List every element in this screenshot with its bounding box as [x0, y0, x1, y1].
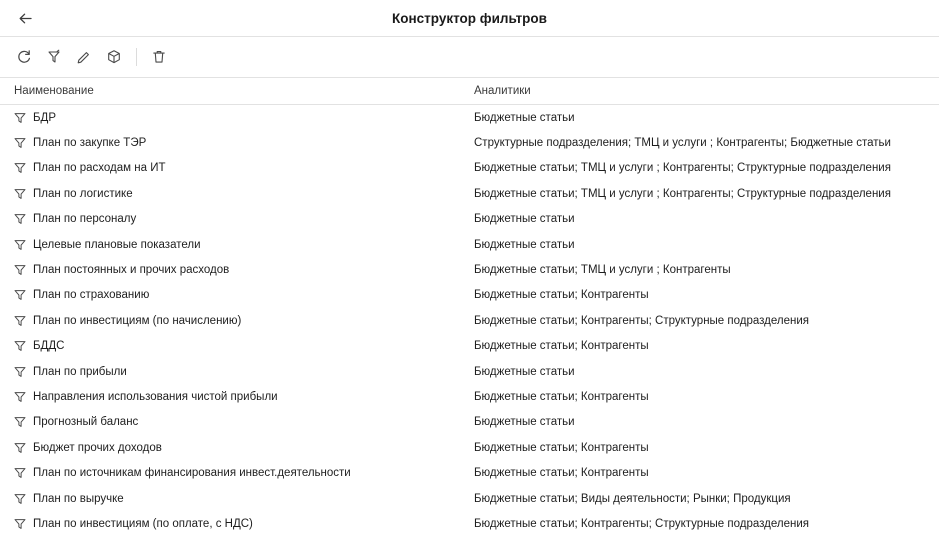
filter-name: Прогнозный баланс — [33, 416, 139, 429]
table-header-row — [0, 78, 939, 105]
toolbar-separator — [136, 48, 137, 66]
cell-name — [0, 366, 470, 378]
cell-analytics: Бюджетные статьи; Контрагенты — [474, 289, 649, 302]
filter-name: БДР — [33, 111, 57, 124]
cell-analytics: Бюджетные статьи — [474, 416, 575, 429]
cell-name — [0, 289, 470, 301]
filter-icon — [14, 518, 26, 530]
cell-name — [0, 518, 470, 530]
filter-name: План по источникам финансирования инвест.деятельности — [33, 467, 351, 480]
filters-table — [0, 78, 939, 541]
cell-name — [0, 315, 470, 327]
filter-name: План по логистике — [33, 187, 133, 200]
filter-icon — [14, 442, 26, 454]
filter-icon — [14, 340, 26, 352]
table-row[interactable] — [0, 156, 939, 181]
table-row[interactable] — [0, 384, 939, 409]
window-titlebar — [0, 0, 939, 37]
cell-name — [0, 112, 470, 124]
filter-icon — [14, 366, 26, 378]
cell-name — [0, 239, 470, 251]
edit-button[interactable] — [70, 43, 98, 71]
filter-name: План постоянных и прочих расходов — [33, 264, 230, 277]
filter-icon — [14, 162, 26, 174]
filter-name: Направления использования чистой прибыли — [33, 390, 278, 403]
filter-name: План по инвестициям (по оплате, с НДС) — [33, 517, 253, 530]
filter-icon — [14, 188, 26, 200]
pencil-icon — [76, 49, 92, 65]
table-row[interactable] — [0, 334, 939, 359]
filter-icon — [14, 137, 26, 149]
column-header-name[interactable]: Наименование — [14, 85, 94, 97]
window-title: Конструктор фильтров — [392, 10, 547, 26]
filter-name: План по инвестициям (по начислению) — [33, 314, 242, 327]
cell-name — [0, 162, 470, 174]
create-button[interactable] — [40, 43, 68, 71]
column-header-analytics[interactable]: Аналитики — [474, 85, 531, 97]
filter-icon — [14, 391, 26, 403]
refresh-button[interactable] — [10, 43, 38, 71]
cell-analytics: Бюджетные статьи; Контрагенты — [474, 441, 649, 454]
cell-name — [0, 416, 470, 428]
delete-button[interactable] — [145, 43, 173, 71]
filter-icon — [14, 289, 26, 301]
filter-icon — [14, 493, 26, 505]
cell-analytics: Бюджетные статьи; ТМЦ и услуги ; Контрагенты — [474, 264, 731, 277]
table-row[interactable] — [0, 308, 939, 333]
cell-name — [0, 391, 470, 403]
table-row[interactable] — [0, 181, 939, 206]
filter-name: План по персоналу — [33, 213, 137, 226]
table-row[interactable] — [0, 410, 939, 435]
cell-analytics: Бюджетные статьи; ТМЦ и услуги ; Контрагенты; Структурные подразделения — [474, 187, 891, 200]
table-row[interactable] — [0, 257, 939, 282]
table-body — [0, 105, 939, 537]
filter-icon — [14, 416, 26, 428]
cell-analytics: Бюджетные статьи; Контрагенты — [474, 467, 649, 480]
arrow-left-icon — [17, 10, 34, 27]
filter-icon — [14, 112, 26, 124]
trash-icon — [151, 49, 167, 65]
cell-name — [0, 442, 470, 454]
filter-name: План по выручке — [33, 492, 124, 505]
cell-analytics: Бюджетные статьи; Контрагенты; Структурные подразделения — [474, 517, 809, 530]
cell-name — [0, 493, 470, 505]
table-row[interactable] — [0, 460, 939, 485]
cell-name — [0, 264, 470, 276]
filter-icon — [14, 315, 26, 327]
filter-icon — [14, 213, 26, 225]
refresh-icon — [16, 49, 32, 65]
filter-name: Целевые плановые показатели — [33, 238, 201, 251]
cell-analytics: Бюджетные статьи; Контрагенты — [474, 340, 649, 353]
filter-name: Бюджет прочих доходов — [33, 441, 162, 454]
filter-name: БДДС — [33, 340, 65, 353]
table-row[interactable] — [0, 511, 939, 536]
create-filter-icon — [46, 49, 62, 65]
filter-icon — [14, 239, 26, 251]
toolbar — [0, 37, 939, 78]
cell-analytics: Бюджетные статьи; ТМЦ и услуги ; Контрагенты; Структурные подразделения — [474, 162, 891, 175]
cell-name — [0, 467, 470, 479]
filter-name: План по страхованию — [33, 289, 150, 302]
table-row[interactable] — [0, 130, 939, 155]
filter-name: План по прибыли — [33, 365, 127, 378]
cell-analytics: Бюджетные статьи — [474, 111, 575, 124]
filter-name: План по расходам на ИТ — [33, 162, 166, 175]
table-row[interactable] — [0, 207, 939, 232]
filter-icon — [14, 467, 26, 479]
table-row[interactable] — [0, 283, 939, 308]
filter-name: План по закупке ТЭР — [33, 137, 147, 150]
table-row[interactable] — [0, 359, 939, 384]
table-row[interactable] — [0, 232, 939, 257]
table-row[interactable] — [0, 105, 939, 130]
filter-icon — [14, 264, 26, 276]
cell-analytics: Бюджетные статьи — [474, 365, 575, 378]
cell-analytics: Бюджетные статьи; Контрагенты; Структурные подразделения — [474, 314, 809, 327]
cell-analytics: Бюджетные статьи; Контрагенты — [474, 390, 649, 403]
copy-button[interactable] — [100, 43, 128, 71]
cell-analytics: Бюджетные статьи — [474, 213, 575, 226]
table-row[interactable] — [0, 435, 939, 460]
cell-analytics: Структурные подразделения; ТМЦ и услуги ; Контрагенты; Бюджетные статьи — [474, 137, 891, 150]
back-button[interactable] — [8, 1, 42, 35]
cell-name — [0, 213, 470, 225]
cell-name — [0, 188, 470, 200]
table-row[interactable] — [0, 486, 939, 511]
cell-analytics: Бюджетные статьи; Виды деятельности; Рынки; Продукция — [474, 492, 791, 505]
cell-name — [0, 340, 470, 352]
cell-analytics: Бюджетные статьи — [474, 238, 575, 251]
cell-name — [0, 137, 470, 149]
copy-box-icon — [106, 49, 122, 65]
